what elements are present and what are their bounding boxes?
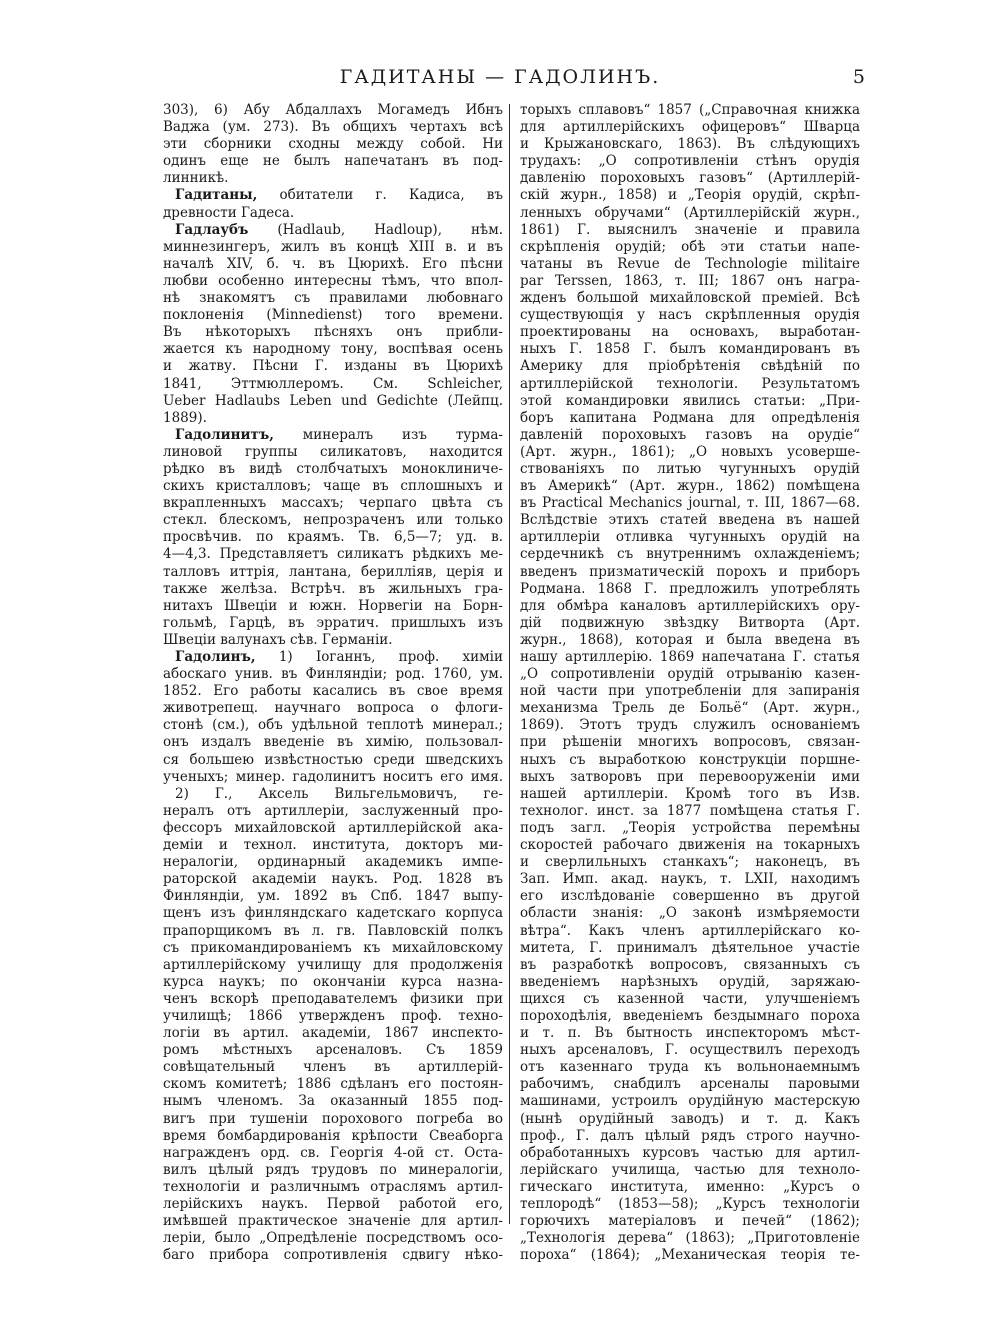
line-text: 1861) Г. выяснилъ значеніе и правила: [520, 221, 860, 238]
text-line: [520, 940, 860, 957]
text-line: [163, 752, 503, 769]
line-text: минералъ изъ турма-: [273, 426, 503, 443]
text-line: [163, 888, 503, 905]
line-text: нитахъ Швеціи и южн. Норвегіи на Борн-: [163, 597, 503, 614]
text-line: [520, 546, 860, 563]
line-text: (Арт. журн., 1861); „О новыхъ усоверше-: [520, 443, 860, 460]
line-text: рабочимъ, снабдилъ арсеналы паровыми: [520, 1076, 860, 1093]
text-line: [520, 529, 860, 546]
text-line: [163, 136, 503, 153]
text-line: [520, 734, 860, 751]
line-text: ныхъ арсеналовъ, Г. осуществилъ переходъ: [520, 1042, 860, 1059]
line-text: фессоръ михайловской артиллерійской ака-: [163, 819, 503, 836]
line-text: совѣщательный членъ въ артиллерій-: [163, 1059, 503, 1076]
entry-headword: Гадлаубъ: [175, 221, 249, 238]
text-line: [163, 905, 503, 922]
entry-headword: Гадитаны,: [175, 187, 258, 204]
right-column: [520, 102, 860, 1264]
text-line: [520, 598, 860, 615]
line-text: Родмана. 1868 Г. предложилъ употреблять: [520, 580, 860, 597]
line-text: и т. п. Въ бытность инспекторомъ мѣст-: [520, 1025, 860, 1042]
line-text: вигъ при тушеніи порохового погреба во: [163, 1110, 503, 1127]
text-line: [520, 752, 860, 769]
text-line: [163, 632, 503, 649]
text-line: [520, 358, 860, 375]
text-line: [520, 290, 860, 307]
text-line: [163, 187, 503, 204]
line-text: отъ казеннаго труда къ вольнонаемнымъ: [520, 1059, 860, 1076]
line-text: Ueber Hadlaubs Leben und Gedichte (Лейпц.: [163, 392, 503, 409]
line-text: 1889).: [163, 409, 207, 426]
text-line: [163, 769, 503, 786]
text-line: [520, 1128, 860, 1145]
text-line: [520, 888, 860, 905]
line-text: существующія у насъ скрѣпленныя орудія: [520, 307, 860, 324]
text-line: [520, 478, 860, 495]
line-text: училищѣ; 1866 утвержденъ проф. техно-: [163, 1007, 503, 1024]
line-text: скій журн., 1858) и „Теорія орудій, скрѣп-: [520, 187, 860, 204]
text-line: [163, 786, 503, 803]
line-text: ся большею извѣстностью среди шведскихъ: [163, 751, 503, 768]
text-line: [520, 717, 860, 734]
text-line: [163, 222, 503, 239]
text-line: [520, 615, 860, 632]
text-line: [163, 290, 503, 307]
text-line: [520, 495, 860, 512]
line-text: прапорщикомъ въ л. гв. Павловскій полкъ: [163, 922, 503, 939]
text-line: [520, 1111, 860, 1128]
text-line: [520, 341, 860, 358]
line-text: ленныхъ обручами“ (Артиллерійскій журн.,: [520, 204, 860, 221]
line-text: сердечникѣ съ внутреннимъ охлажденіемъ;: [520, 546, 860, 563]
line-text: скомъ комитетѣ; 1886 сдѣланъ его постоян-: [163, 1076, 503, 1093]
line-text: Ваджа (ум. 273). Въ общихъ чертахъ всѣ: [163, 119, 503, 136]
text-line: [163, 307, 503, 324]
line-text: щенъ изъ финляндскаго кадетскаго корпуса: [163, 905, 503, 922]
line-text: артиллерійской технологіи. Результатомъ: [520, 375, 860, 392]
text-line: [520, 769, 860, 786]
line-text: скрѣпленія орудій; обѣ эти статьи напе-: [520, 238, 860, 255]
text-line: [520, 854, 860, 871]
text-line: [163, 461, 503, 478]
page-header: [0, 66, 1000, 94]
line-text: ромъ мѣстныхъ арсеналовъ. Съ 1859: [163, 1042, 503, 1059]
line-text: введеніемъ нарѣзныхъ орудій, заряжаю-: [520, 973, 860, 990]
line-text: ныхъ съ выработкою конструкціи поршне-: [520, 751, 860, 768]
text-line: [520, 324, 860, 341]
line-text: механизма Трель де Больё“ (Арт. журн.,: [520, 700, 860, 717]
line-text: вилъ цѣлый рядъ трудовъ по минералогіи,: [163, 1161, 503, 1178]
text-line: [163, 1128, 503, 1145]
line-text: Въ нѣкоторыхъ пѣсняхъ онъ прибли-: [163, 324, 503, 341]
line-text: эти сборники сходны между собой. Ни: [163, 136, 503, 153]
line-text: лерійскихъ наукъ. Первой работой его,: [163, 1196, 503, 1212]
line-text: награжденъ орд. св. Георгія 4-ой ст. Оста-: [163, 1144, 503, 1161]
line-text: 1841, Эттмюллеромъ. См. Schleicher,: [163, 375, 503, 392]
line-text: давленій пороховыхъ газовъ на орудіе“: [520, 426, 860, 443]
line-text: время бомбардированія крѣпости Свеаборга: [163, 1127, 503, 1144]
text-line: [520, 239, 860, 256]
text-line: [163, 393, 503, 410]
text-line: [163, 495, 503, 512]
text-line: [520, 187, 860, 204]
line-text: боръ капитана Родмана для опредѣленія: [520, 409, 860, 426]
text-line: [520, 564, 860, 581]
line-text: 1852. Его работы касались въ свое время: [163, 683, 503, 700]
line-text: лерійскаго училища, частью для техноло-: [520, 1161, 860, 1178]
line-text: Швеціи валунахъ сѣв. Германіи.: [163, 631, 393, 648]
text-line: [520, 581, 860, 598]
line-text: „О сопротивленіи орудій отрыванію казен-: [520, 666, 860, 683]
line-text: гольмѣ, Гарцѣ, въ эрратич. пришлыхъ изъ: [163, 614, 503, 631]
line-text: одинъ еще не былъ напечатанъ въ под-: [163, 153, 503, 170]
text-line: [520, 461, 860, 478]
text-line: [163, 615, 503, 632]
line-text: пороха“ (1864); „Механическая теорія те-: [520, 1247, 860, 1264]
line-text: трудахъ: „О сопротивленіи стѣнъ орудія: [520, 153, 860, 170]
text-line: [163, 358, 503, 375]
text-line: [520, 837, 860, 854]
text-line: [163, 324, 503, 341]
text-line: [520, 393, 860, 410]
text-line: [163, 1093, 503, 1110]
line-text: его изслѣдованіе совершенно въ другой: [520, 888, 860, 905]
line-text: стекл. блескомъ, непрозраченъ или только: [163, 512, 503, 529]
line-text: гическаго института, именно: „Курсъ о: [520, 1178, 860, 1195]
text-line: [163, 598, 503, 615]
column-divider: [509, 104, 510, 1224]
line-text: артиллеріи отливка чугунныхъ орудій на: [520, 529, 860, 546]
line-text: ныхъ Г. 1858 Г. былъ командированъ въ: [520, 341, 860, 358]
line-text: Вслѣдствіе этихъ статей введена въ нашей: [520, 512, 860, 529]
text-line: [163, 957, 503, 974]
text-line: [163, 700, 503, 717]
text-line: [520, 376, 860, 393]
line-text: дій подвижную звѣздку Витворта (Арт.: [520, 614, 860, 631]
line-text: вкрапленныхъ массахъ; черпаго цвѣта съ: [163, 495, 503, 512]
line-text: талловъ иттрія, лантана, берилліяв, церія и: [163, 563, 503, 580]
text-line: [163, 1145, 503, 1162]
text-line: [520, 974, 860, 991]
text-line: [163, 974, 503, 991]
text-line: [163, 1247, 503, 1264]
line-text: теплородѣ“ (1853—58); „Курсъ технологіи: [520, 1196, 860, 1212]
text-line: [520, 1059, 860, 1076]
line-text: (нынѣ орудійный заводъ) и т. д. Какъ: [520, 1110, 860, 1127]
line-text: технолог. инст. за 1877 помѣщена статья Г.: [520, 802, 860, 819]
text-line: [163, 256, 503, 273]
line-text: ченъ вскорѣ преподавателемъ физики при: [163, 990, 503, 1007]
text-line: [520, 923, 860, 940]
line-text: въ разработкѣ вопросовъ, связанныхъ съ: [520, 956, 860, 973]
line-text: митета, Г. принималъ дѣятельное участіе: [520, 939, 860, 956]
line-text: журн., 1868), которая и была введена въ: [520, 631, 860, 648]
text-line: [520, 170, 860, 187]
entry-headword: Гадолинъ,: [175, 649, 256, 665]
line-text: Финляндіи, ум. 1892 въ Спб. 1847 выпу-: [163, 888, 503, 905]
text-line: [163, 1196, 503, 1213]
text-line: [520, 683, 860, 700]
text-line: [520, 957, 860, 974]
line-text: древности Гадеса.: [163, 204, 295, 221]
line-text: просвѣчив. по краямъ. Тв. 6,5—7; уд. в.: [163, 529, 503, 546]
line-text: вѣтра“. Какъ членъ артиллерійскаго ко-: [520, 922, 860, 939]
text-line: [163, 427, 503, 444]
line-text: выхъ затворовъ при перевооруженіи ими: [520, 768, 860, 785]
text-line: [163, 273, 503, 290]
line-text: скихъ кристалловъ; чаще въ сплошныхъ и: [163, 478, 503, 495]
text-line: [520, 205, 860, 222]
line-text: абоскаго унив. въ Финляндіи; род. 1760, ум.: [163, 666, 503, 683]
text-line: [520, 410, 860, 427]
line-text: Зап. Имп. акад. наукъ, т. LXII, находимъ: [520, 871, 860, 888]
line-text: 4—4,3. Представляетъ силикатъ рѣдкихъ ме-: [163, 546, 503, 563]
line-text: рѣдко въ видѣ столбчатыхъ моноклиниче-: [163, 460, 503, 477]
line-text: въ Америкѣ“ (Арт. журн., 1862) помѣщена: [520, 478, 860, 495]
text-line: [520, 1162, 860, 1179]
line-text: любви особенно интересны тѣмъ, что впол-: [163, 272, 503, 289]
line-text: нашей артиллеріи. Кромѣ того въ Изв.: [520, 785, 860, 802]
text-line: [520, 153, 860, 170]
text-line: [163, 376, 503, 393]
line-text: обработанныхъ курсовъ частью для артил-: [520, 1144, 860, 1161]
text-line: [520, 1196, 860, 1213]
line-text: „Технологія дерева“ (1863); „Приготовленіе: [520, 1230, 860, 1247]
text-line: [520, 700, 860, 717]
text-line: [520, 102, 860, 119]
line-text: ствованіяхъ по литью чугунныхъ орудій: [520, 460, 860, 477]
line-text: нералъ отъ артиллеріи, заслуженный про-: [163, 802, 503, 819]
text-line: [520, 136, 860, 153]
text-line: [163, 1076, 503, 1093]
text-line: [520, 1230, 860, 1247]
text-line: [163, 205, 503, 222]
line-text: при рѣшеніи многихъ вопросовъ, связан-: [520, 734, 860, 751]
text-line: [163, 820, 503, 837]
text-line: [163, 1042, 503, 1059]
text-line: [520, 1042, 860, 1059]
line-text: области знанія: „О законѣ измѣряемости: [520, 905, 860, 922]
text-line: [520, 871, 860, 888]
text-line: [520, 1025, 860, 1042]
line-text: par Terssen, 1863, т. III; 1867 онъ награ-: [520, 272, 860, 289]
text-line: [163, 734, 503, 751]
text-line: [520, 666, 860, 683]
text-line: [163, 444, 503, 461]
text-line: [520, 786, 860, 803]
text-line: [520, 649, 860, 666]
line-text: съ прикомандированіемъ къ михайловскому: [163, 939, 503, 956]
text-line: [163, 837, 503, 854]
text-line: [163, 1213, 503, 1230]
text-line: [520, 427, 860, 444]
line-text: поклоненія (Minnedienst) того времени.: [163, 307, 503, 324]
text-line: [163, 991, 503, 1008]
line-text: артиллерійскому училищу для продолженія: [163, 956, 503, 973]
line-text: для обмѣра каналовъ артиллерійскихъ ору-: [520, 597, 860, 614]
text-line: [520, 256, 860, 273]
page-number: 5: [852, 66, 865, 88]
line-text: (Hadlaub, Hadloup), нѣм.: [248, 221, 503, 238]
line-text: и жатву. Пѣсни Г. изданы въ Цюрихѣ: [163, 358, 503, 375]
line-text: ной части при употребленіи для запиранія: [520, 683, 860, 700]
text-line: [520, 991, 860, 1008]
line-text: горючихъ матеріаловъ и печей“ (1862);: [520, 1213, 860, 1230]
text-line: [163, 239, 503, 256]
text-line: [163, 871, 503, 888]
text-line: [520, 512, 860, 529]
text-line: [163, 666, 503, 683]
text-line: [520, 1008, 860, 1025]
text-line: [163, 119, 503, 136]
line-text: также желѣза. Встрѣч. въ жильныхъ гра-: [163, 580, 503, 597]
line-text: стонѣ (см.), объ удѣльной теплотѣ минерал.;: [163, 717, 503, 734]
text-line: [520, 222, 860, 239]
text-line: [163, 170, 503, 187]
text-line: [163, 581, 503, 598]
text-line: [520, 1093, 860, 1110]
line-text: и Крыжановскаго, 1863). Въ слѣдующихъ: [520, 136, 860, 153]
line-text: и сверлильныхъ станкахъ“; наконецъ, въ: [520, 854, 860, 871]
text-line: [163, 102, 503, 119]
text-line: [163, 940, 503, 957]
line-text: чатаны въ Revue de Technologie militaire: [520, 255, 860, 272]
line-text: нымъ членомъ. За оказанный 1855 под-: [163, 1093, 503, 1110]
line-text: леріи, было „Опредѣленіе посредствомъ осо-: [163, 1230, 503, 1247]
line-text: 1869). Этотъ трудъ служилъ основаніемъ: [520, 717, 860, 734]
line-text: проф., Г. далъ цѣлый рядъ строго научно-: [520, 1127, 860, 1144]
line-text: пороходѣлія, введеніемъ бездымнаго пороха: [520, 1007, 860, 1024]
line-text: миннезингеръ, жилъ въ концѣ XIII в. и въ: [163, 238, 503, 255]
text-line: [163, 478, 503, 495]
line-text: жается къ народному тону, воспѣвая осень: [163, 341, 503, 358]
text-line: [163, 1230, 503, 1247]
running-title: ГАДИТАНЫ — ГАДОЛИНЪ.: [339, 66, 661, 88]
line-text: 2) Г., Аксель Вильгельмовичъ, ге-: [175, 785, 503, 802]
line-text: подъ загл. „Теорія устройства перемѣны: [520, 819, 860, 836]
text-line: [520, 119, 860, 136]
line-text: проектированы на основахъ, выработан-: [520, 324, 860, 341]
entry-headword: Гадолинитъ,: [175, 426, 274, 443]
text-line: [520, 444, 860, 461]
line-text: этой командировки явились статьи: „При-: [520, 392, 860, 409]
line-text: началѣ XIV, б. ч. въ Цюрихѣ. Его пѣсни: [163, 255, 503, 272]
line-text: обитатели г. Кадиса, въ: [257, 187, 503, 204]
text-line: [163, 717, 503, 734]
text-line: [163, 1162, 503, 1179]
text-line: [163, 803, 503, 820]
line-text: торыхъ сплавовъ“ 1857 („Справочная книжка: [520, 102, 860, 118]
text-line: [520, 1076, 860, 1093]
text-line: [163, 153, 503, 170]
line-text: 303), 6) Абу Абдаллахъ Могамедъ Ибнъ: [163, 102, 503, 118]
text-line: [520, 1145, 860, 1162]
line-text: баго прибора сопротивленія сдвигу нѣко-: [163, 1247, 503, 1264]
line-text: онъ издалъ введеніе въ химію, пользовал-: [163, 734, 503, 751]
line-text: машинами, устроилъ орудійную мастерскую: [520, 1093, 860, 1110]
line-text: животрепещ. научнаго вопроса о флоги-: [163, 700, 503, 717]
line-text: нашу артиллерію. 1869 напечатана Г. статья: [520, 649, 860, 665]
text-line: [163, 854, 503, 871]
line-text: введенъ призматическій порохъ и приборъ: [520, 563, 860, 580]
line-text: Америку для пріобрѣтенія свѣдѣній по: [520, 358, 860, 375]
line-text: ученыхъ; минер. гадолинитъ носитъ его имя.: [163, 768, 503, 785]
text-line: [520, 1179, 860, 1196]
text-line: [163, 1059, 503, 1076]
text-line: [163, 529, 503, 546]
text-line: [163, 341, 503, 358]
text-line: [163, 1008, 503, 1025]
text-line: [163, 1111, 503, 1128]
line-text: нералогіи, ординарный академикъ импе-: [163, 854, 503, 871]
line-text: раторской академіи наукъ. Род. 1828 въ: [163, 871, 503, 888]
left-column: [163, 102, 503, 1264]
line-text: для артиллерійскихъ офицеровъ“ Шварца: [520, 119, 860, 136]
line-text: скоростей рабочаго движенія на токарныхъ: [520, 837, 860, 854]
line-text: логіи въ артил. академіи, 1867 инспекто-: [163, 1025, 503, 1042]
text-line: [520, 803, 860, 820]
line-text: технологіи и различнымъ отраслямъ артил-: [163, 1178, 503, 1195]
text-line: [163, 1179, 503, 1196]
text-line: [520, 1213, 860, 1230]
line-text: въ Practical Mechanics journal, т. III, 1867—68.: [520, 495, 860, 512]
text-line: [520, 307, 860, 324]
text-line: [520, 820, 860, 837]
text-line: [520, 1247, 860, 1264]
text-line: [520, 632, 860, 649]
text-line: [163, 683, 503, 700]
text-line: [163, 512, 503, 529]
text-line: [520, 905, 860, 922]
text-line: [163, 649, 503, 666]
text-line: [163, 410, 503, 427]
line-text: жденъ большой михайловской преміей. Всѣ: [520, 290, 860, 307]
line-text: щихся съ казенной части, улучшеніемъ: [520, 990, 860, 1007]
text-line: [163, 546, 503, 563]
line-text: нѣ знакомятъ съ правилами любовнаго: [163, 290, 503, 307]
line-text: курса наукъ; по окончаніи курса назна-: [163, 973, 503, 990]
line-text: 1) Іоганнъ, проф. химіи: [255, 649, 503, 665]
text-line: [163, 923, 503, 940]
text-line: [163, 1025, 503, 1042]
line-text: давленію пороховыхъ газовъ“ (Артиллерій-: [520, 170, 860, 187]
line-text: имѣвшей практическое значеніе для артил-: [163, 1213, 503, 1230]
line-text: линовой группы силикатовъ, находится: [163, 443, 503, 460]
text-line: [163, 564, 503, 581]
text-line: [520, 273, 860, 290]
line-text: деміи и технол. института, докторъ ми-: [163, 837, 503, 854]
line-text: линникѣ.: [163, 170, 229, 187]
